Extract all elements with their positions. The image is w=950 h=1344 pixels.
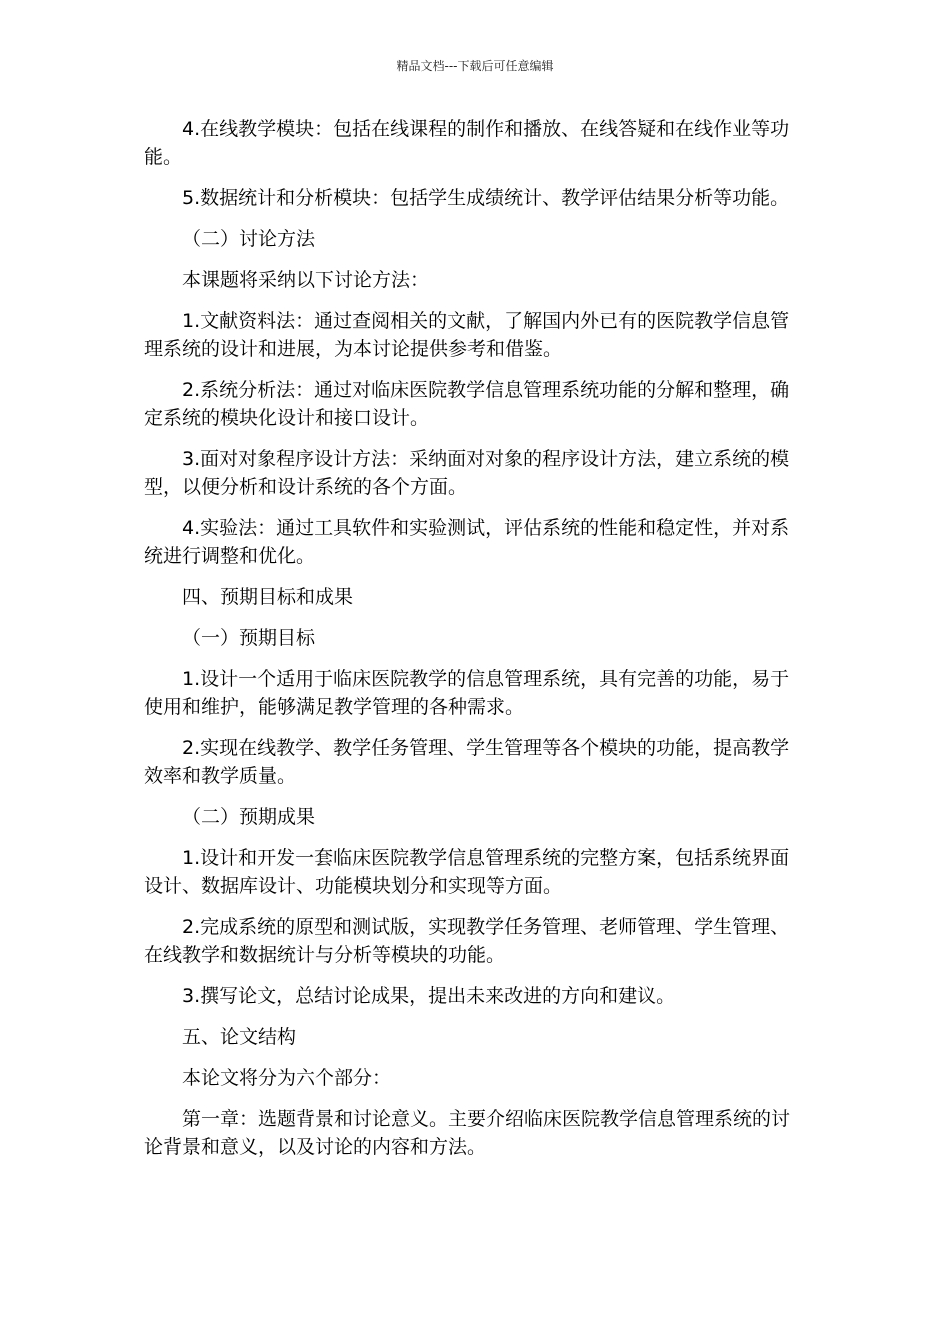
paragraph-result-1: 1.设计和开发一套临床医院教学信息管理系统的完整方案，包括系统界面设计、数据库设计、功能模块划分和实现等方面。 [144, 847, 790, 897]
subheading-expected-results: （二）预期成果 [182, 806, 316, 828]
paragraph-statistics-module: 5.数据统计和分析模块：包括学生成绩统计、教学评估结果分析等功能。 [182, 187, 790, 209]
paragraph-goal-2: 2.实现在线教学、教学任务管理、学生管理等各个模块的功能，提高教学效率和教学质量。 [144, 737, 790, 787]
document-body [144, 115, 796, 1174]
paragraph-structure-intro: 本论文将分为六个部分： [182, 1067, 392, 1089]
paragraph-system-analysis-method: 2.系统分析法：通过对临床医院教学信息管理系统功能的分解和整理，确定系统的模块化设计和接口设计。 [144, 379, 790, 429]
section-heading-thesis-structure: 五、论文结构 [182, 1026, 297, 1048]
page-header: 精品文档---下载后可任意编辑 [396, 59, 554, 73]
paragraph-chapter-1: 第一章：选题背景和讨论意义。主要介绍临床医院教学信息管理系统的讨论背景和意义，以及讨论的内容和方法。 [144, 1108, 791, 1158]
paragraph-result-3: 3.撰写论文，总结讨论成果，提出未来改进的方向和建议。 [182, 985, 676, 1007]
paragraph-online-teaching-module: 4.在线教学模块：包括在线课程的制作和播放、在线答疑和在线作业等功能。 [144, 118, 790, 168]
section-heading-goals-results: 四、预期目标和成果 [182, 586, 354, 608]
paragraph-oop-method: 3.面对对象程序设计方法：采纳面对对象的程序设计方法，建立系统的模型，以便分析和设计系统的各个方面。 [144, 448, 790, 498]
paragraph-literature-method: 1.文献资料法：通过查阅相关的文献，了解国内外已有的医院教学信息管理系统的设计和进展，为本讨论提供参考和借鉴。 [144, 310, 790, 360]
paragraph-goal-1: 1.设计一个适用于临床医院教学的信息管理系统，具有完善的功能，易于使用和维护，能够满足教学管理的各种需求。 [144, 668, 790, 718]
paragraph-result-2: 2.完成系统的原型和测试版，实现教学任务管理、老师管理、学生管理、在线教学和数据统计与分析等模块的功能。 [144, 916, 790, 966]
subheading-expected-goals: （一）预期目标 [182, 627, 316, 649]
subheading-research-methods: （二）讨论方法 [182, 228, 316, 250]
paragraph-methods-intro: 本课题将采纳以下讨论方法： [182, 269, 430, 291]
paragraph-experiment-method: 4.实验法：通过工具软件和实验测试，评估系统的性能和稳定性，并对系统进行调整和优化。 [144, 517, 790, 567]
